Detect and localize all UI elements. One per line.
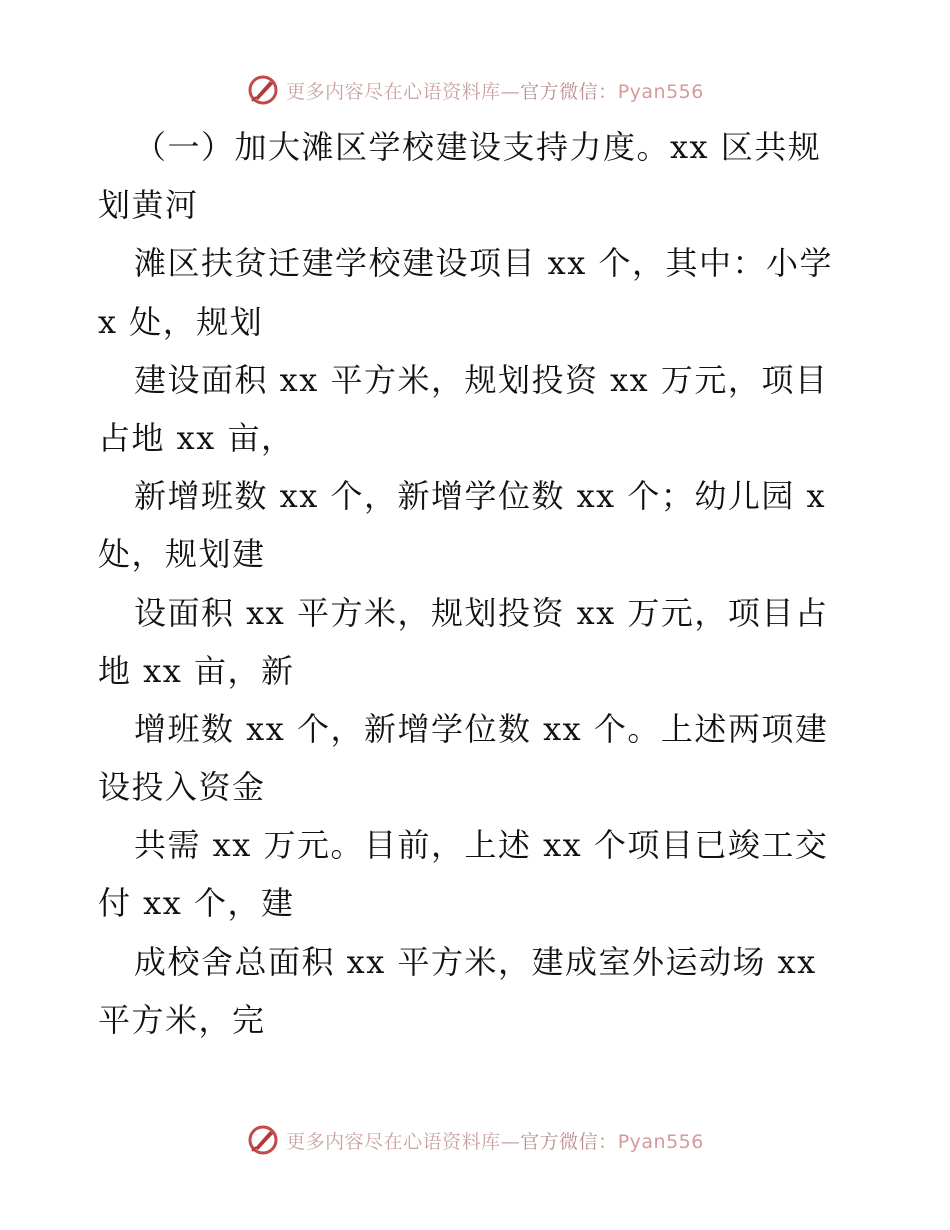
body-line: 增班数 xx 个，新增学位数 xx 个。上述两项建	[134, 709, 829, 748]
site-name: 更多内容尽在心语资料库	[286, 80, 501, 103]
body-line: 滩区扶贫迁建学校建设项目 xx 个，其中：小学	[134, 244, 833, 283]
wechat-id: Pyan556	[617, 1130, 704, 1153]
body-line: 地 xx 亩，新	[98, 651, 295, 690]
body-line: 付 xx 个，建	[98, 884, 295, 923]
header-banner	[0, 70, 950, 110]
wechat-id: Pyan556	[617, 80, 704, 103]
body-line: 占地 xx 亩，	[98, 418, 295, 457]
body-line: 新增班数 xx 个，新增学位数 xx 个；幼儿园 x	[134, 477, 827, 516]
body-line: 成校舍总面积 xx 平方米，建成室外运动场 xx	[134, 942, 817, 981]
body-line: 划黄河	[98, 186, 199, 225]
separator: —	[500, 1130, 521, 1153]
banner-text	[286, 1127, 704, 1154]
footer-banner	[0, 1120, 950, 1160]
wechat-label: 官方微信：	[520, 1130, 618, 1153]
quill-pen-circle-icon	[246, 1123, 280, 1157]
body-line: x 处，规划	[98, 302, 264, 341]
body-line: （一）加大滩区学校建设支持力度。xx 区共规	[134, 128, 822, 166]
body-line: 设面积 xx 平方米，规划投资 xx 万元，项目占	[134, 593, 829, 632]
body-line: 共需 xx 万元。目前，上述 xx 个项目已竣工交	[134, 826, 829, 865]
body-line: 设投入资金	[98, 768, 266, 807]
body-line: 平方米，完	[98, 1000, 266, 1039]
separator: —	[500, 80, 521, 103]
wechat-label: 官方微信：	[520, 80, 618, 103]
site-name: 更多内容尽在心语资料库	[286, 1130, 501, 1153]
body-line: 处，规划建	[98, 535, 266, 574]
quill-pen-circle-icon	[246, 73, 280, 107]
document-body	[98, 118, 858, 1049]
body-line: 建设面积 xx 平方米，规划投资 xx 万元，项目	[134, 360, 829, 399]
banner-text	[286, 77, 704, 104]
